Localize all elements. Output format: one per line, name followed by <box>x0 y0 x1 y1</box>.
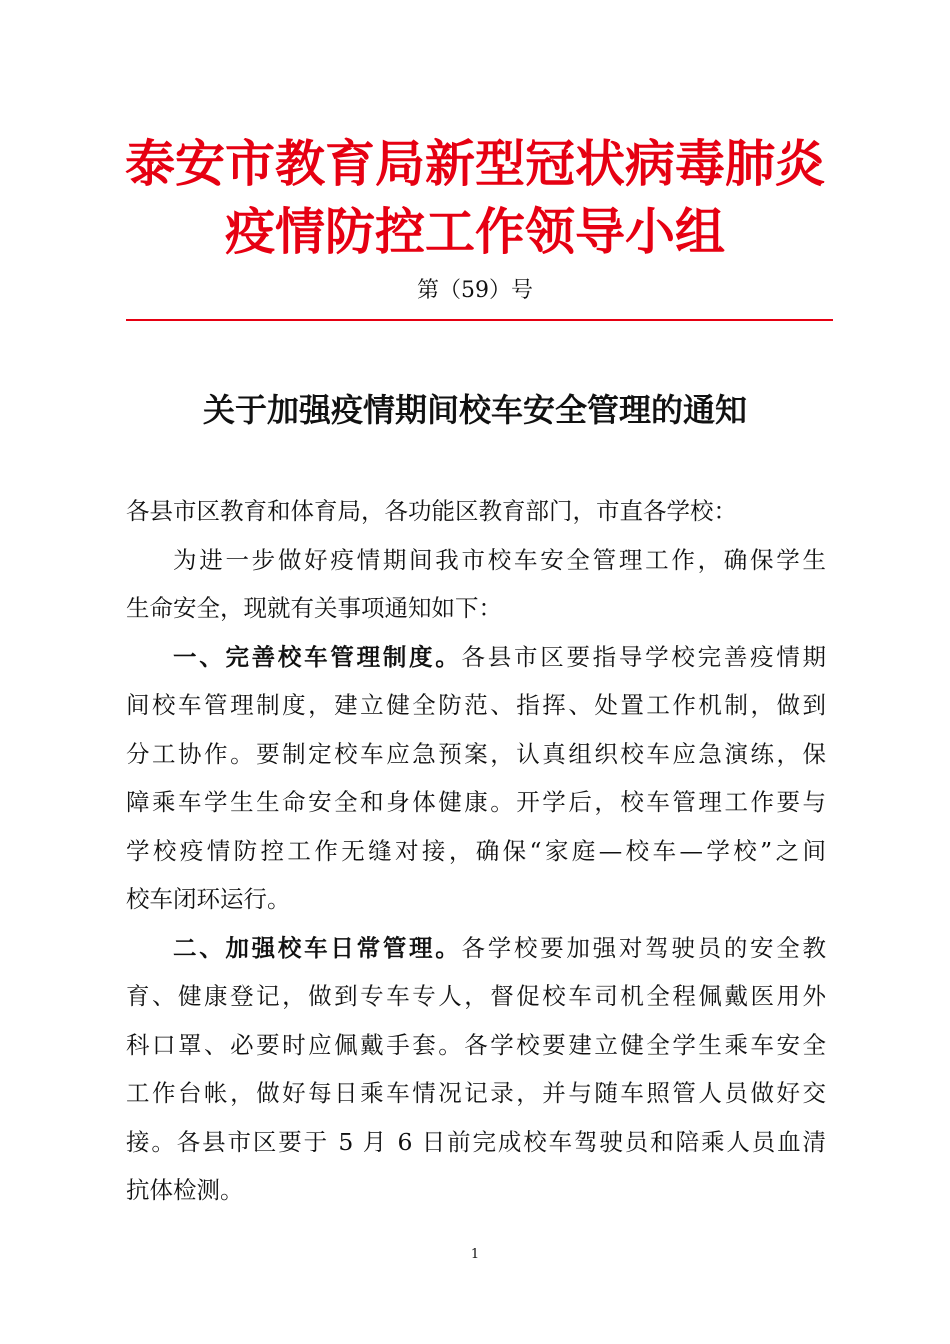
section-1-line: 障乘车学生生命安全和身体健康。开学后，校车管理工作要与 <box>126 788 826 816</box>
section-1-line: 校车闭环运行。 <box>126 885 291 913</box>
section-2-line: 接。各县市区要于 5 月 6 日前完成校车驾驶员和陪乘人员血清 <box>126 1127 826 1156</box>
salutation: 各县市区教育和体育局，各功能区教育部门，市直各学校： <box>126 497 737 525</box>
notice-title: 关于加强疫情期间校车安全管理的通知 <box>202 391 747 429</box>
section-1-first-line <box>126 633 826 682</box>
section-2-line: 工作台帐，做好每日乘车情况记录，并与随车照管人员做好交 <box>126 1079 826 1107</box>
section-2-first-line-text: 各学校要加强对驾驶员的安全教 <box>461 933 827 962</box>
section-1-line: 间校车管理制度，建立健全防范、指挥、处置工作机制，做到 <box>126 691 826 719</box>
section-2-heading: 二、加强校车日常管理。 <box>173 933 462 962</box>
header-title-line-2: 疫情防控工作领导小组 <box>225 202 725 261</box>
section-1-heading: 一、完善校车管理制度。 <box>173 642 462 671</box>
notice-body <box>126 487 826 1215</box>
red-divider-line <box>126 319 833 321</box>
document-number: 第（59）号 <box>417 278 533 303</box>
intro-line-2: 生命安全，现就有关事项通知如下： <box>126 594 502 622</box>
page-number: 1 <box>470 1247 480 1262</box>
section-1-first-line-text: 各县市区要指导学校完善疫情期 <box>461 642 827 671</box>
intro-line-1: 为进一步做好疫情期间我市校车安全管理工作，确保学生 <box>173 545 826 574</box>
section-2-line: 科口罩、必要时应佩戴手套。各学校要建立健全学生乘车安全 <box>126 1030 826 1059</box>
section-1-line: 学校疫情防控工作无缝对接，确保“家庭—校车—学校”之间 <box>126 836 826 865</box>
section-1-line: 分工协作。要制定校车应急预案，认真组织校车应急演练，保 <box>126 739 826 768</box>
section-2-line: 育、健康登记，做到专车专人，督促校车司机全程佩戴医用外 <box>126 982 826 1010</box>
section-2-first-line <box>126 924 826 973</box>
section-2-line: 抗体检测。 <box>126 1176 244 1204</box>
header-title-line-1: 泰安市教育局新型冠状病毒肺炎 <box>125 134 825 193</box>
